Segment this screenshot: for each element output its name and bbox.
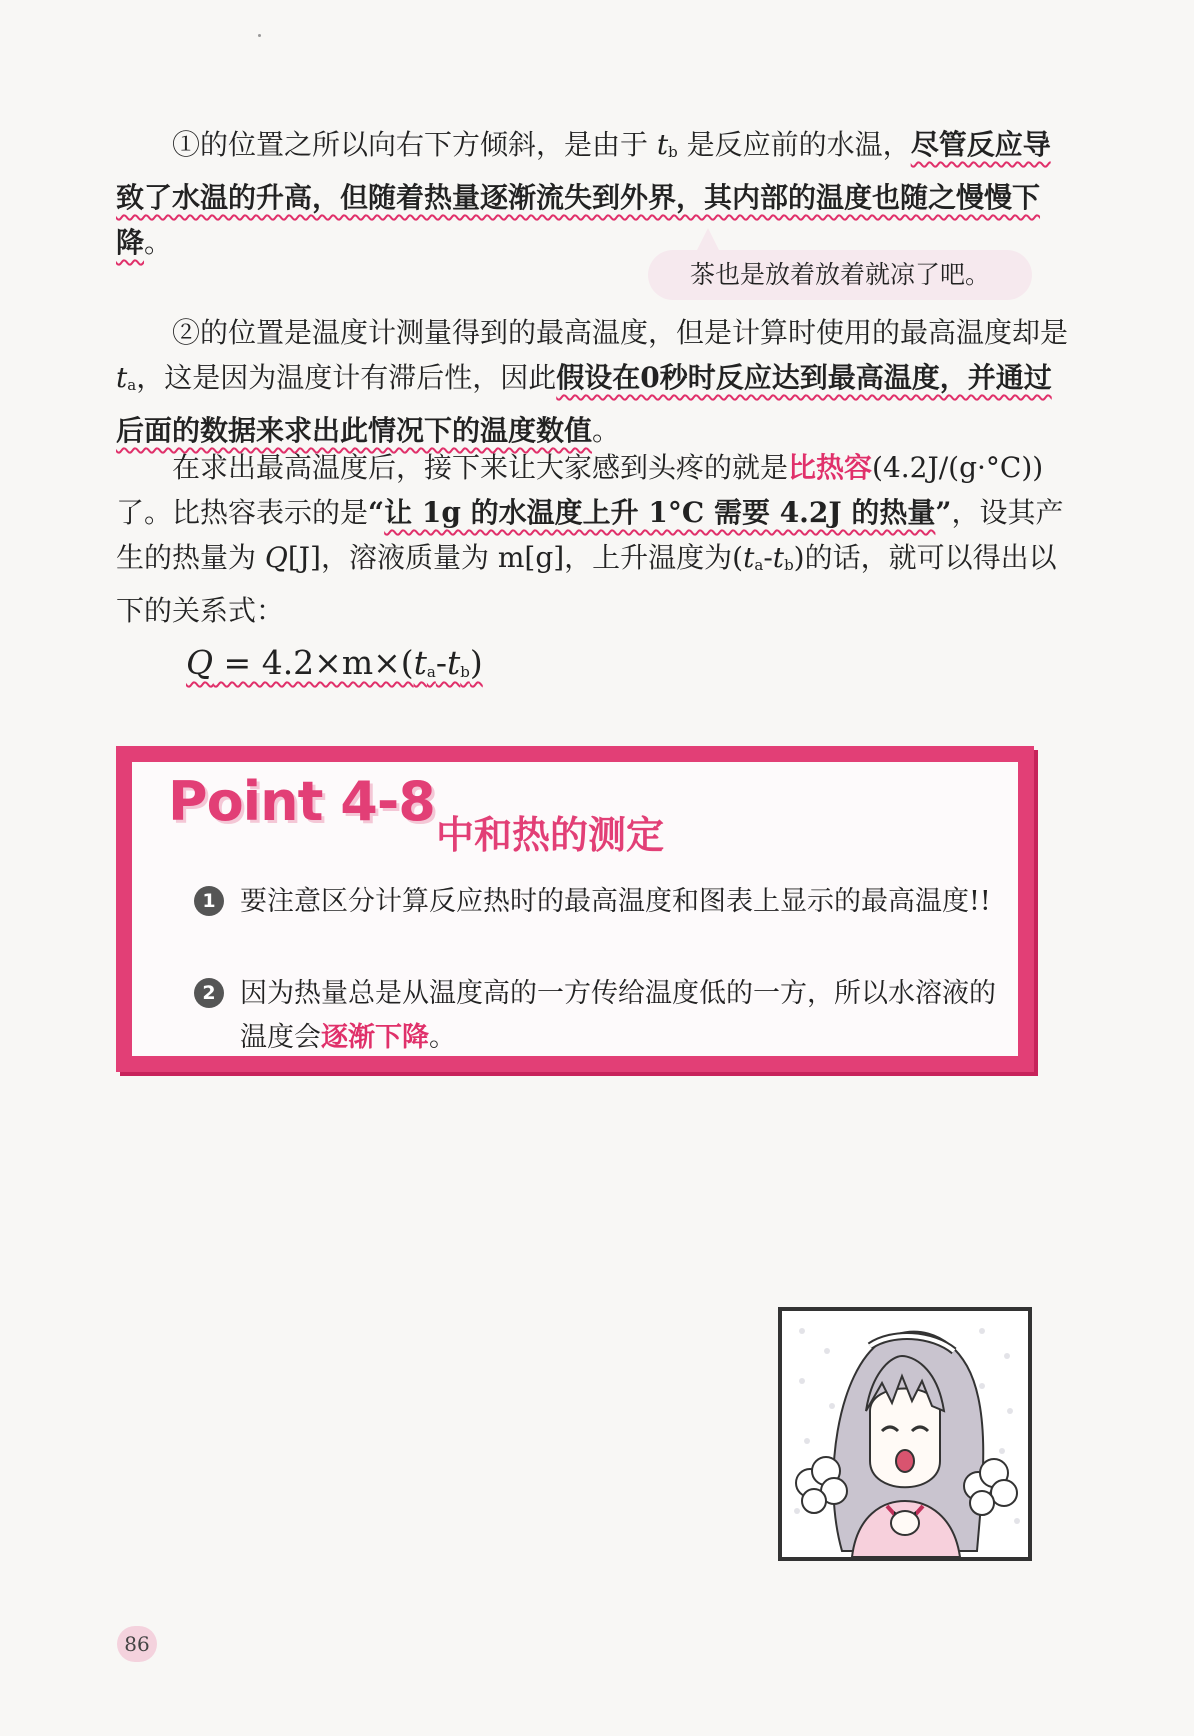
formula-dash: - <box>435 643 448 682</box>
p3-dash: - <box>763 541 773 574</box>
p3-ta-sub: a <box>754 556 764 574</box>
point-item-2-highlight: 逐渐下降 <box>321 1022 429 1053</box>
p3-text-4: [J]，溶液质量为 m[g]，上升温度为( <box>287 541 744 574</box>
point-title: Point 4-8 <box>168 770 435 833</box>
point-subtitle: 中和热的测定 <box>436 813 665 857</box>
p3-text-5: )的话，就可以得出以下的关系式： <box>116 541 1057 627</box>
p1-emphasis: 尽管反应导致了水温的升高，但随着热量逐渐流失到外界，其内部的温度也随之慢慢下降 <box>116 128 1051 259</box>
formula-tb-sub: b <box>460 663 470 681</box>
point-item-2 <box>194 972 1000 1060</box>
formula-Q: Q <box>186 643 214 682</box>
paragraph-3 <box>116 445 1076 633</box>
p1-text-1: ①的位置之所以向右下方倾斜，是由于 <box>172 128 657 161</box>
p1-tb-sub: b <box>668 143 678 161</box>
p3-tb-sub: b <box>784 556 794 574</box>
p3-emphasis: 让 1g 的水温度上升 1°C 需要 4.2J 的热量 <box>384 496 936 529</box>
speech-bubble: 茶也是放着放着就凉了吧。 <box>648 250 1032 300</box>
p2-ta: t <box>116 361 128 394</box>
formula-close: ) <box>469 643 483 682</box>
p2-emphasis: 假设在0秒时反应达到最高温度，并通过后面的数据来求出此情况下的温度数值 <box>116 361 1052 447</box>
point-item-1-text: 要注意区分计算反应热时的最高温度和图表上显示的最高温度!! <box>240 886 991 917</box>
p1-tb: t <box>656 128 669 161</box>
page-number: 86 <box>117 1626 157 1662</box>
p3-text-3: ，设其产生的热量为 <box>116 496 1064 574</box>
formula-mid: = 4.2×m×( <box>213 643 414 682</box>
point-box-inner <box>132 762 1018 1056</box>
p3-text-2: (4.2J/(g·°C))了。比热容表示的是 <box>116 451 1044 529</box>
p3-text-1: 在求出最高温度后，接下来让大家感到头疼的就是 <box>172 451 789 484</box>
p1-end: 。 <box>144 226 173 259</box>
number-1-icon: 1 <box>194 886 224 916</box>
p3-tb: t <box>772 541 785 574</box>
formula-ta-sub: a <box>426 663 436 681</box>
character-illustration <box>778 1307 1032 1561</box>
formula-tb: t <box>447 643 461 682</box>
formula-ta: t <box>413 643 427 682</box>
point-item-1 <box>194 880 1000 924</box>
p3-quote-open: “ <box>368 496 385 529</box>
heat-formula <box>186 640 483 695</box>
p2-text-2: ，这是因为温度计有滞后性，因此 <box>136 361 557 394</box>
p1-text-2: 是反应前的水温， <box>677 128 911 161</box>
point-box <box>116 746 1034 1072</box>
point-item-2-end: 。 <box>429 1022 456 1053</box>
point-item-2-text: 因为热量总是从温度高的一方传给温度低的一方，所以水溶液的温度会 <box>240 978 996 1053</box>
paragraph-2 <box>116 310 1076 453</box>
number-2-icon: 2 <box>194 978 224 1008</box>
p2-text-1: ②的位置是温度计测量得到的最高温度，但是计算时使用的最高温度却是 <box>172 316 1069 349</box>
paragraph-1 <box>116 122 1076 265</box>
p3-ta: t <box>743 541 755 574</box>
speck-mark <box>258 34 261 37</box>
bubble-tail <box>696 228 720 252</box>
p2-end: 。 <box>592 414 621 447</box>
p3-Q: Q <box>264 541 288 574</box>
p3-quote-close: ” <box>935 496 952 529</box>
p2-ta-sub: a <box>127 376 137 394</box>
p3-highlight: 比热容 <box>788 451 873 484</box>
